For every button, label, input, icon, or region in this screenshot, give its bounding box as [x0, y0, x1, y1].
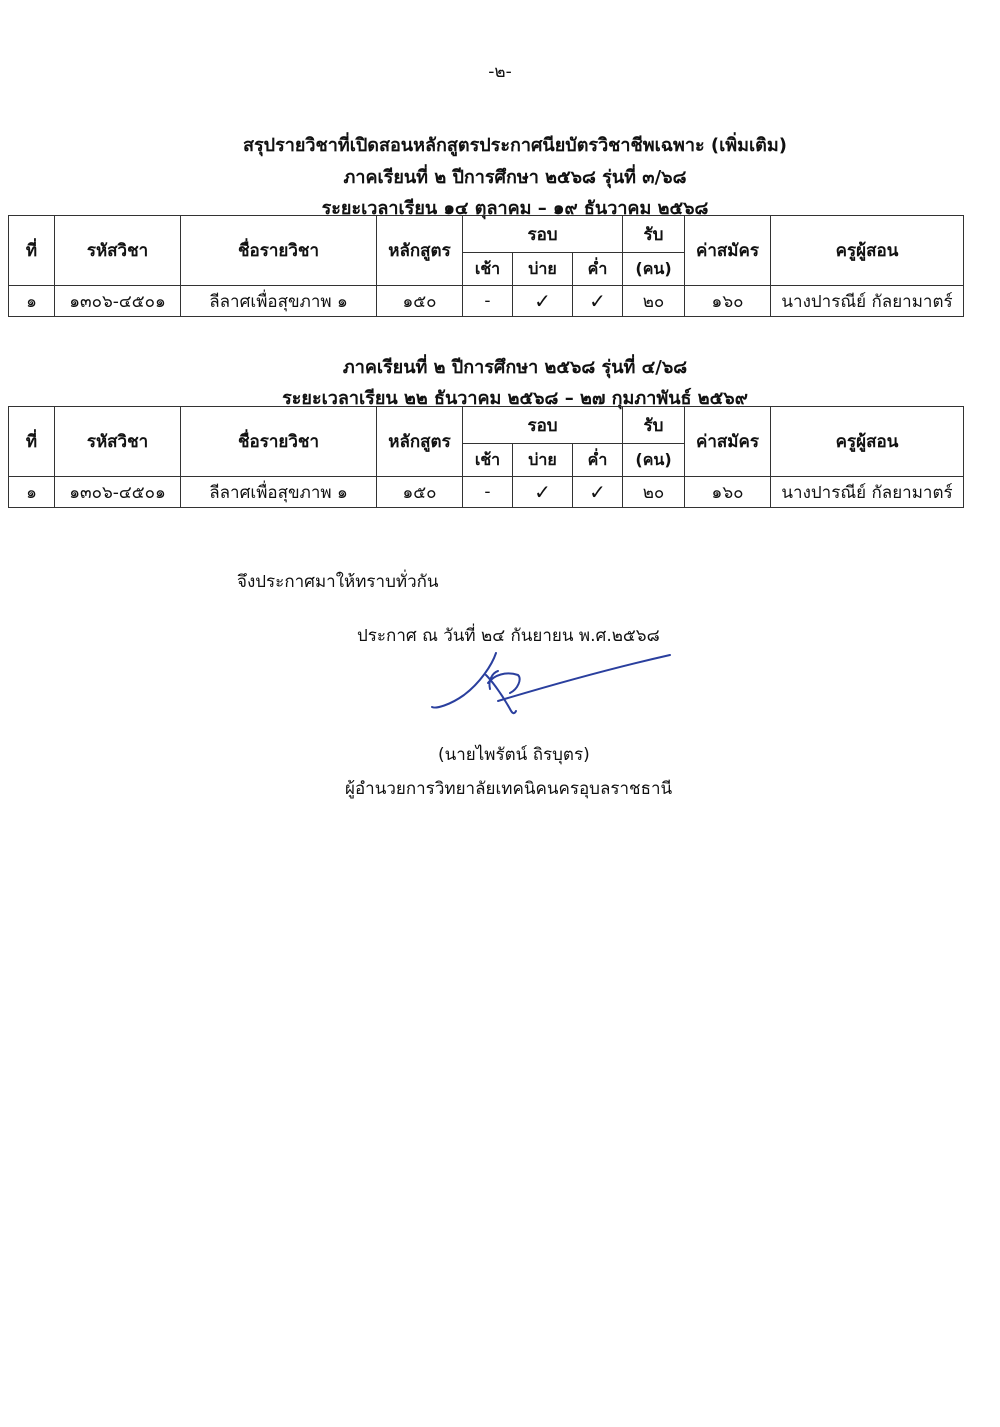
- row-accept: ๒๐: [623, 286, 685, 317]
- col-fee: ค่าสมัคร: [685, 216, 771, 286]
- col-rounds: รอบ: [463, 216, 623, 253]
- col-morning: เช้า: [463, 253, 513, 286]
- closing-statement: จึงประกาศมาให้ทราบทั่วกัน: [237, 572, 439, 592]
- table-row: [9, 286, 964, 317]
- row-name: ลีลาศเพื่อสุขภาพ ๑: [181, 477, 377, 508]
- row-teacher: นางปารณีย์ กัลยามาตร์: [771, 286, 964, 317]
- row-afternoon-check-icon: ✓: [513, 286, 573, 317]
- row-teacher: นางปารณีย์ กัลยามาตร์: [771, 477, 964, 508]
- row-morning: -: [463, 286, 513, 317]
- row-evening-check-icon: ✓: [573, 286, 623, 317]
- col-code: รหัสวิชา: [55, 407, 181, 477]
- row-fee: ๑๖๐: [685, 286, 771, 317]
- course-table-2: [8, 406, 964, 508]
- signer-position: ผู้อำนวยการวิทยาลัยเทคนิคนครอุบลราชธานี: [345, 779, 673, 799]
- row-evening-check-icon: ✓: [573, 477, 623, 508]
- document-heading: สรุปรายวิชาที่เปิดสอนหลักสูตรประกาศนียบัตรวิชาชีพเฉพาะ (เพิ่มเติม): [243, 135, 787, 156]
- col-accept-unit: (คน): [623, 444, 685, 477]
- col-hours: หลักสูตร: [377, 216, 463, 286]
- row-morning: -: [463, 477, 513, 508]
- page-number: -๒-: [488, 62, 512, 82]
- row-hours: ๑๕๐: [377, 477, 463, 508]
- table-row: [9, 477, 964, 508]
- col-no: ที่: [9, 407, 55, 477]
- col-code: รหัสวิชา: [55, 216, 181, 286]
- signer-name: (นายไพรัตน์ ถิรบุตร): [438, 745, 590, 765]
- col-accept-unit: (คน): [623, 253, 685, 286]
- announce-date: ประกาศ ณ วันที่ ๒๔ กันยายน พ.ศ.๒๕๖๘: [357, 626, 660, 646]
- row-name: ลีลาศเพื่อสุขภาพ ๑: [181, 286, 377, 317]
- col-no: ที่: [9, 216, 55, 286]
- col-morning: เช้า: [463, 444, 513, 477]
- col-hours: หลักสูตร: [377, 407, 463, 477]
- row-no: ๑: [9, 477, 55, 508]
- col-name: ชื่อรายวิชา: [181, 216, 377, 286]
- col-teacher: ครูผู้สอน: [771, 216, 964, 286]
- row-code: ๑๓๐๖-๔๕๐๑: [55, 286, 181, 317]
- col-name: ชื่อรายวิชา: [181, 407, 377, 477]
- row-no: ๑: [9, 286, 55, 317]
- col-afternoon: บ่าย: [513, 444, 573, 477]
- section2-term: ภาคเรียนที่ ๒ ปีการศึกษา ๒๕๖๘ รุ่นที่ ๔/๖๘: [342, 357, 688, 378]
- row-fee: ๑๖๐: [685, 477, 771, 508]
- row-hours: ๑๕๐: [377, 286, 463, 317]
- signature-image: [428, 645, 678, 725]
- row-accept: ๒๐: [623, 477, 685, 508]
- section2-period: ระยะเวลาเรียน ๒๒ ธันวาคม ๒๕๖๘ – ๒๗ กุมภาพันธ์ ๒๕๖๙: [282, 388, 748, 409]
- row-afternoon-check-icon: ✓: [513, 477, 573, 508]
- section1-term: ภาคเรียนที่ ๒ ปีการศึกษา ๒๕๖๘ รุ่นที่ ๓/๖๘: [343, 167, 687, 188]
- col-evening: ค่ำ: [573, 253, 623, 286]
- col-afternoon: บ่าย: [513, 253, 573, 286]
- col-accept: รับ: [623, 407, 685, 444]
- course-table-1: [8, 215, 964, 317]
- col-rounds: รอบ: [463, 407, 623, 444]
- col-teacher: ครูผู้สอน: [771, 407, 964, 477]
- col-accept: รับ: [623, 216, 685, 253]
- col-evening: ค่ำ: [573, 444, 623, 477]
- col-fee: ค่าสมัคร: [685, 407, 771, 477]
- row-code: ๑๓๐๖-๔๕๐๑: [55, 477, 181, 508]
- section1-period: ระยะเวลาเรียน ๑๔ ตุลาคม – ๑๙ ธันวาคม ๒๕๖๘: [321, 198, 709, 219]
